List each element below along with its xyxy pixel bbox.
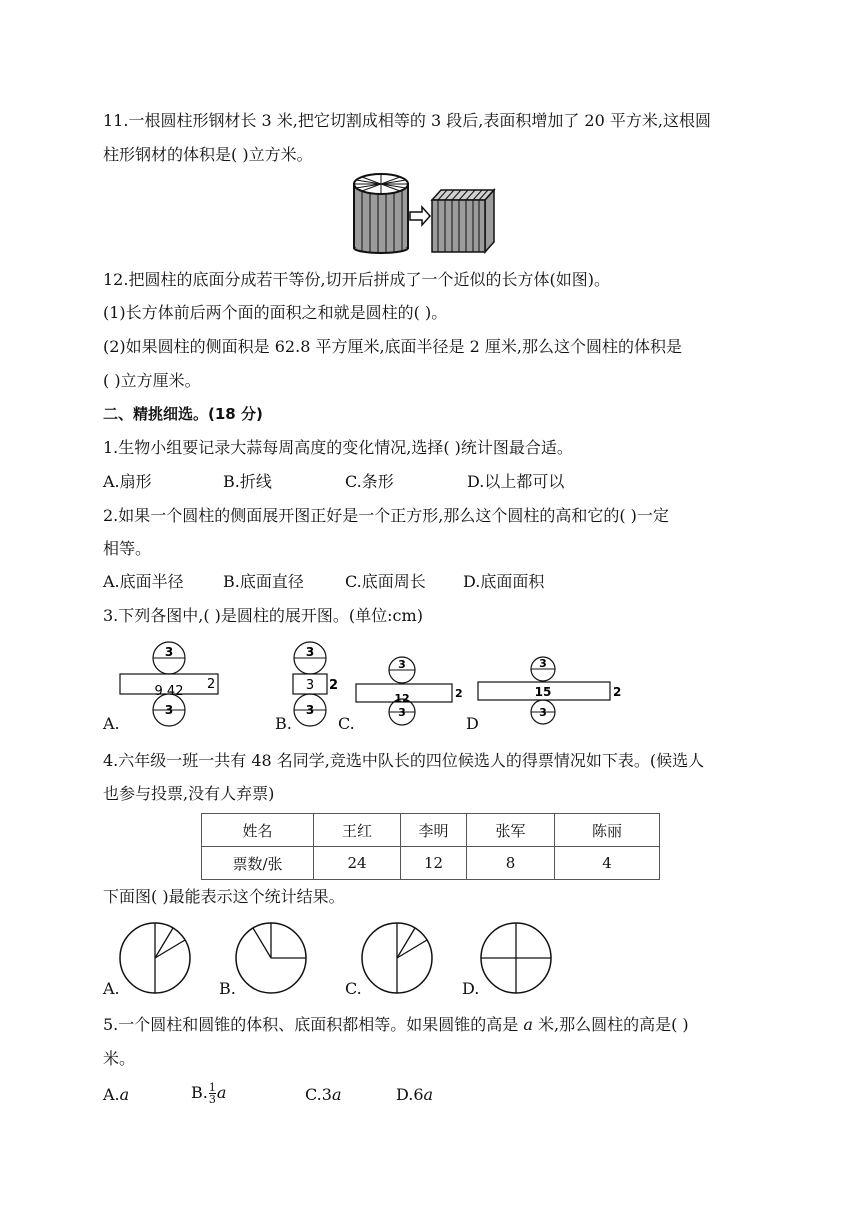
table-cell: 票数/张 bbox=[202, 847, 314, 880]
q11-line1: 11.一根圆柱形钢材长 3 米,把它切割成相等的 3 段后,表面积增加了 20 平方米,这根圆 bbox=[103, 111, 711, 130]
radius-label: 3 bbox=[539, 657, 547, 670]
mc2-option-b: B.底面直径 bbox=[223, 572, 304, 591]
mc5-stem-part: 5.一个圆柱和圆锥的体积、底面积都相等。如果圆锥的高是 bbox=[103, 1015, 524, 1034]
mc4-letter-b: B. bbox=[219, 979, 236, 998]
mc5-option-b bbox=[191, 1082, 226, 1105]
pie-figure-a bbox=[118, 921, 192, 995]
q12-stem: 12.把圆柱的底面分成若干等份,切开后拼成了一个近似的长方体(如图)。 bbox=[103, 270, 611, 289]
mc1-stem: 1.生物小组要记录大蒜每周高度的变化情况,选择( )统计图最合适。 bbox=[103, 438, 573, 457]
mc3-letter-c: C. bbox=[338, 714, 355, 733]
mc1-option-c: C.条形 bbox=[345, 472, 394, 491]
mc1-option-d: D.以上都可以 bbox=[467, 472, 565, 491]
mc1-option-a: A.扇形 bbox=[103, 472, 152, 491]
fraction-numerator: 1 bbox=[208, 1081, 216, 1094]
mc1-option-b: B.折线 bbox=[223, 472, 272, 491]
mc2-option-c: C.底面周长 bbox=[345, 572, 426, 591]
mc5-stem-line1 bbox=[103, 1015, 689, 1035]
mc4-letter-a: A. bbox=[103, 979, 120, 998]
variable-a: a bbox=[216, 1083, 227, 1102]
mc4-stem-line1: 4.六年级一班一共有 48 名同学,竞选中队长的四位候选人的得票情况如下表。(候选人 bbox=[103, 751, 705, 770]
fraction-denominator: 3 bbox=[208, 1093, 216, 1106]
radius-label: 3 bbox=[305, 703, 315, 717]
table-header-cell: 陈丽 bbox=[555, 814, 660, 847]
variable-a: a bbox=[331, 1085, 342, 1104]
table-header-cell: 姓名 bbox=[202, 814, 314, 847]
table-cell: 8 bbox=[467, 847, 555, 880]
q12-part2-line1: (2)如果圆柱的侧面积是 62.8 平方厘米,底面半径是 2 厘米,那么这个圆柱的体积是 bbox=[103, 337, 682, 356]
table-cell: 24 bbox=[314, 847, 401, 880]
pie-figure-d bbox=[479, 921, 553, 995]
net-figure-c bbox=[352, 656, 467, 726]
mc5-option-c bbox=[305, 1085, 341, 1105]
mc4-stem-line2: 也参与投票,没有人弃票) bbox=[103, 784, 275, 803]
length-label: 9.42 bbox=[154, 684, 184, 699]
radius-label: 3 bbox=[164, 703, 174, 717]
option-label: C.3 bbox=[305, 1085, 332, 1104]
mc5-option-a bbox=[103, 1085, 129, 1105]
net-figure-b bbox=[290, 640, 340, 726]
mc5-stem-part: 米,那么圆柱的高是( ) bbox=[532, 1015, 689, 1034]
radius-label: 3 bbox=[164, 645, 174, 659]
mc2-stem-line1: 2.如果一个圆柱的侧面展开图正好是一个正方形,那么这个圆柱的高和它的( )一定 bbox=[103, 506, 669, 525]
mc5-stem-line2: 米。 bbox=[103, 1049, 136, 1068]
height-label: 2 bbox=[207, 677, 216, 692]
length-label: 15 bbox=[534, 685, 552, 699]
radius-label: 3 bbox=[539, 706, 547, 719]
vote-table bbox=[201, 813, 660, 880]
q11-line2: 柱形钢材的体积是( )立方米。 bbox=[103, 145, 313, 164]
radius-label: 3 bbox=[305, 645, 315, 659]
table-row bbox=[202, 847, 660, 880]
cylinder-to-cuboid-figure bbox=[352, 172, 512, 254]
mc2-stem-line2: 相等。 bbox=[103, 539, 152, 558]
mc4-letter-c: C. bbox=[345, 979, 362, 998]
option-label: A. bbox=[103, 1085, 120, 1104]
height-label: 2 bbox=[329, 678, 339, 693]
pie-figure-c bbox=[360, 921, 434, 995]
mc4-after: 下面图( )最能表示这个统计结果。 bbox=[103, 887, 345, 906]
table-header-cell: 王红 bbox=[314, 814, 401, 847]
mc3-stem: 3.下列各图中,( )是圆柱的展开图。(单位:cm) bbox=[103, 606, 423, 625]
section-heading: 二、精挑细选。(18 分) bbox=[103, 405, 263, 423]
q12-part2-line2: ( )立方厘米。 bbox=[103, 371, 201, 390]
variable-a: a bbox=[423, 1085, 434, 1104]
height-label: 2 bbox=[613, 685, 622, 699]
mc2-option-a: A.底面半径 bbox=[103, 572, 184, 591]
table-header-cell: 张军 bbox=[467, 814, 555, 847]
mc3-letter-b: B. bbox=[275, 714, 292, 733]
variable-a: a bbox=[119, 1085, 130, 1104]
radius-label: 3 bbox=[398, 658, 406, 671]
radius-label: 3 bbox=[398, 706, 406, 719]
option-label: D.6 bbox=[396, 1085, 424, 1104]
option-label: B. bbox=[191, 1083, 208, 1102]
mc5-option-d bbox=[396, 1085, 433, 1105]
pie-figure-b bbox=[234, 921, 308, 995]
table-cell: 12 bbox=[401, 847, 467, 880]
q12-part1: (1)长方体前后两个面的面积之和就是圆柱的( )。 bbox=[103, 303, 448, 322]
length-label: 12 bbox=[394, 692, 410, 705]
table-header-row bbox=[202, 814, 660, 847]
table-header-cell: 李明 bbox=[401, 814, 467, 847]
mc2-option-d: D.底面面积 bbox=[463, 572, 545, 591]
length-label: 3 bbox=[305, 678, 315, 693]
height-label: 2 bbox=[455, 687, 463, 700]
net-figure-a bbox=[118, 640, 228, 726]
net-figure-d bbox=[476, 656, 626, 726]
mc4-letter-d: D. bbox=[462, 979, 480, 998]
variable-a: a bbox=[523, 1015, 533, 1034]
fraction-one-third bbox=[209, 1082, 216, 1105]
mc3-letter-a: A. bbox=[103, 714, 120, 733]
mc3-letter-d: D bbox=[466, 714, 479, 733]
table-cell: 4 bbox=[555, 847, 660, 880]
